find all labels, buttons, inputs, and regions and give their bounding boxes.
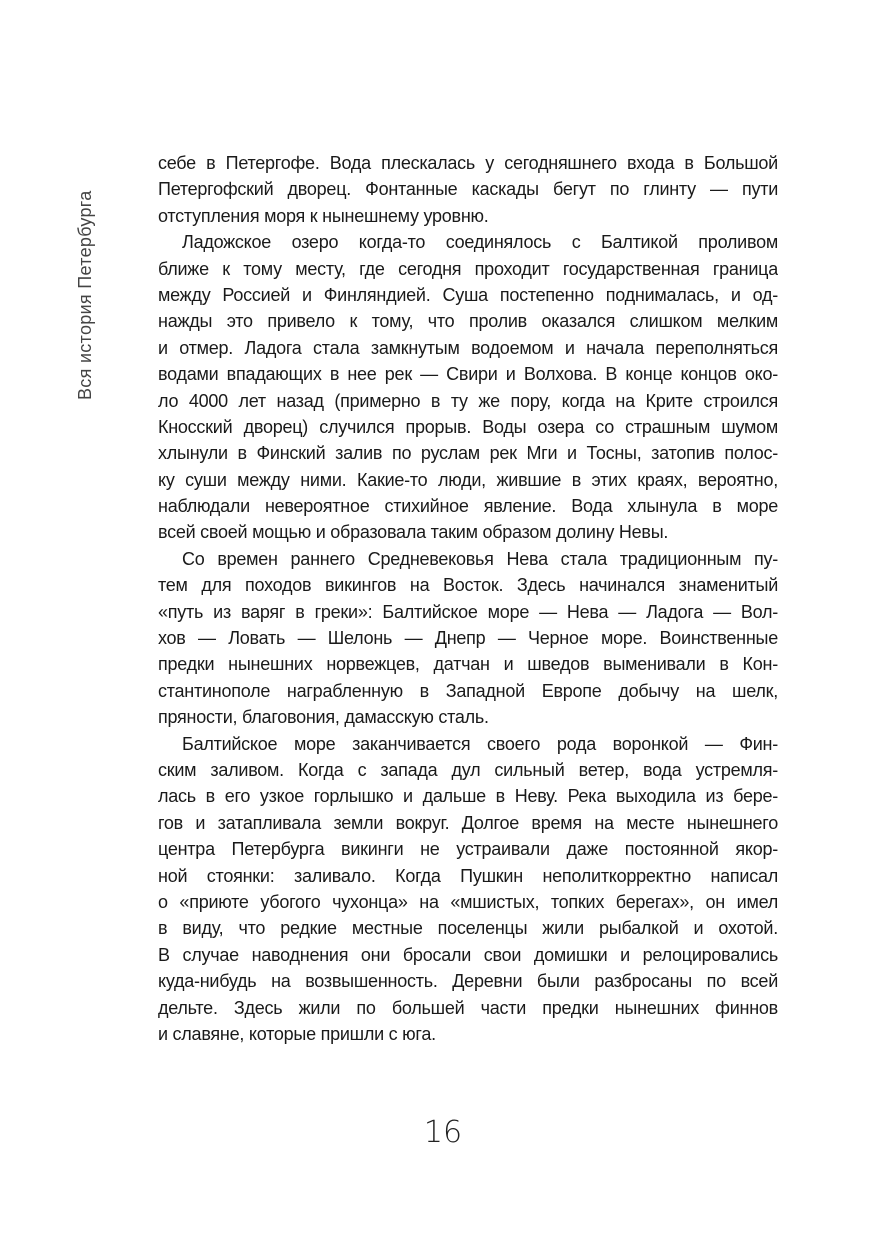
text-line: хлынули в Финский залив по руслам рек Мги и Тосны, затопив полос- [158,443,778,464]
text-line: пряности, благовония, дамасскую сталь. [158,707,489,728]
text-line: Кносский дворец) случился прорыв. Воды озера со страшным шумом [158,416,778,437]
text-line: водами впадающих в нее рек — Свири и Волхова. В конце концов око- [158,364,778,385]
page-number: 16 [423,1115,463,1150]
text-line: и славяне, которые пришли с юга. [158,1023,436,1044]
text-line: ло 4000 лет назад (примерно в ту же пору, когда на Крите строился [158,390,778,411]
text-line: нажды это привело к тому, что пролив оказался слишком мелким [158,311,778,332]
paragraph [158,150,778,229]
text-line: предки нынешних норвежцев, датчан и шведов выменивали в Кон- [158,654,778,675]
text-line: наблюдали невероятное стихийное явление. Вода хлынула в море [158,496,778,517]
text-line: стантинополе награбленную в Западной Европе добычу на шелк, [158,680,778,701]
text-line: хов — Ловать — Шелонь — Днепр — Черное море. Воинственные [158,628,778,649]
text-line: ку суши между ними. Какие-то люди, жившие в этих краях, вероятно, [158,469,778,490]
text-line: тем для походов викингов на Восток. Здесь начинался знаменитый [158,575,778,596]
text-line: куда-нибудь на возвышенность. Деревни были разбросаны по всей [158,971,778,992]
text-line: В случае наводнения они бросали свои домишки и релоцировались [158,944,778,965]
paragraph [158,229,778,546]
text-line: «путь из варяг в греки»: Балтийское море — Нева — Ладога — Вол- [158,601,778,622]
text-line: дельте. Здесь жили по большей части предки нынешних финнов [158,997,778,1018]
paragraph [158,731,778,1048]
text-line: ной стоянки: заливало. Когда Пушкин неполиткорректно написал [158,865,778,886]
text-line: лась в его узкое горлышко и дальше в Неву. Река выходила из бере- [158,786,778,807]
text-line: отступления моря к нынешнему уровню. [158,205,489,226]
paragraph [158,546,778,731]
text-line: в виду, что редкие местные поселенцы жили рыбалкой и охотой. [158,918,778,939]
text-line: о «приюте убогого чухонца» на «мшистых, топких берегах», он имел [158,891,778,912]
running-head: Вся история Петербурга [75,190,95,400]
text-line: ближе к тому месту, где сегодня проходит государственная граница [158,258,778,279]
text-line: между Россией и Финляндией. Суша постепенно поднималась, и од- [158,284,778,305]
text-line: Со времен раннего Средневековья Нева стала традиционным пу- [182,548,778,569]
body-text [158,150,778,1047]
text-line: Балтийское море заканчивается своего рода воронкой — Фин- [182,733,778,754]
text-line: ским заливом. Когда с запада дул сильный ветер, вода устремля- [158,759,778,780]
text-line: гов и затапливала земли вокруг. Долгое время на месте нынешнего [158,812,778,833]
text-line: Ладожское озеро когда-то соединялось с Балтикой проливом [182,232,778,253]
text-line: и отмер. Ладога стала замкнутым водоемом и начала переполняться [158,337,778,358]
text-line: всей своей мощью и образовала таким образом долину Невы. [158,522,669,543]
text-line: центра Петербурга викинги не устраивали даже постоянной якор- [158,839,778,860]
text-line: себе в Петергофе. Вода плескалась у сегодняшнего входа в Большой [158,153,778,173]
text-line: Петергофский дворец. Фонтанные каскады бегут по глинту — пути [158,179,778,200]
